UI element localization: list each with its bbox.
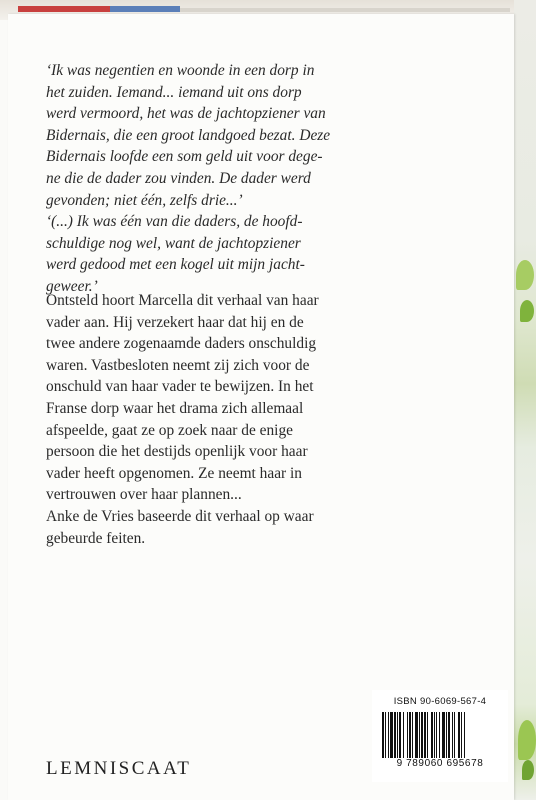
barcode-bar	[388, 712, 389, 758]
barcode-bar	[421, 712, 423, 758]
page-edge-grey-stripe	[180, 8, 510, 12]
excerpt-quote	[46, 60, 466, 298]
quote-line: ne die de dader zou vinden. De dader werd	[46, 169, 311, 187]
summary-line: gebeurde feiten.	[46, 529, 146, 547]
barcode-bar	[439, 712, 440, 758]
barcode-bar	[424, 712, 426, 758]
isbn-barcode-block	[372, 690, 508, 782]
barcode-number: 9 789060 695678	[396, 758, 484, 769]
summary-line: Franse dorp waar het drama zich allemaal	[46, 399, 304, 417]
barcode-bar	[382, 712, 384, 758]
barcode-bar	[407, 712, 408, 758]
front-cover-edge	[514, 0, 536, 800]
summary-line: vader heeft opgenomen. Ze neemt haar in	[46, 464, 302, 482]
summary-line: twee andere zogenaamde daders onschuldig	[46, 335, 317, 353]
barcode-bar	[448, 712, 450, 758]
foliage-leaf-icon	[518, 720, 536, 760]
quote-line: ‘Ik was negentien en woonde in een dorp in	[46, 62, 315, 79]
barcode-bar	[403, 712, 404, 758]
barcode-bar	[431, 712, 433, 758]
barcode-bar	[419, 712, 420, 758]
barcode-bar	[394, 712, 396, 758]
barcode-bar	[442, 712, 445, 758]
barcode-bar	[412, 712, 413, 758]
page-edge-blue-stripe	[110, 6, 180, 12]
barcode-bar	[415, 712, 418, 758]
quote-line: geweer.’	[46, 277, 98, 295]
isbn-label: ISBN 90-6069-567-4	[393, 696, 487, 707]
summary-line: vader aan. Hij verzekert haar dat hij en de	[46, 313, 304, 331]
summary-line: afspeelde, gaat ze op zoek naar de enige	[46, 421, 293, 439]
barcode-bar	[385, 712, 386, 758]
foliage-leaf-icon	[522, 760, 534, 780]
barcode-bar	[434, 712, 435, 758]
quote-line: gevonden; niet één, zelfs drie...’	[46, 191, 243, 209]
quote-line: schuldige nog wel, want de jachtopziener	[46, 234, 301, 252]
quote-line: werd gedood met een kogel uit mijn jacht-	[46, 256, 305, 274]
barcode-bar	[390, 712, 393, 758]
barcode-bar	[452, 712, 453, 758]
quote-line: het zuiden. Iemand... iemand uit ons dorp	[46, 83, 302, 101]
summary-line: Ontsteld hoort Marcella dit verhaal van haar	[46, 292, 319, 309]
foliage-leaf-icon	[516, 260, 534, 290]
summary-line: vertrouwen over haar plannen...	[46, 486, 242, 504]
barcode-icon	[382, 712, 498, 758]
barcode-bar	[399, 712, 401, 758]
summary-line: persoon die het destijds openlijk voor haar	[46, 443, 308, 461]
quote-line: ‘(...) Ik was één van die daders, de hoofd-	[46, 213, 303, 231]
foliage-leaf-icon	[520, 300, 534, 322]
barcode-bar	[436, 712, 437, 758]
publisher-logo: LEMNISCAAT	[46, 758, 192, 779]
summary-line: Anke de Vries baseerde dit verhaal op waar	[46, 507, 314, 525]
quote-line: Bidernais, die een groot landgoed bezat. Deze	[46, 126, 331, 144]
barcode-bar	[464, 712, 465, 758]
barcode-bar	[461, 712, 462, 758]
barcode-bar	[446, 712, 447, 758]
barcode-bar	[397, 712, 398, 758]
barcode-bar	[427, 712, 428, 758]
quote-line: werd vermoord, het was de jachtopziener van	[46, 105, 326, 123]
barcode-bar	[409, 712, 411, 758]
summary-line: waren. Vastbesloten neemt zij zich voor de	[46, 356, 310, 374]
page-edge-red-stripe	[18, 6, 110, 12]
book-summary	[46, 290, 466, 549]
quote-line: Bidernais loofde een som geld uit voor dege-	[46, 148, 323, 166]
barcode-bar	[458, 712, 460, 758]
barcode-bar	[454, 712, 455, 758]
summary-line: onschuld van haar vader te bewijzen. In het	[46, 378, 314, 396]
